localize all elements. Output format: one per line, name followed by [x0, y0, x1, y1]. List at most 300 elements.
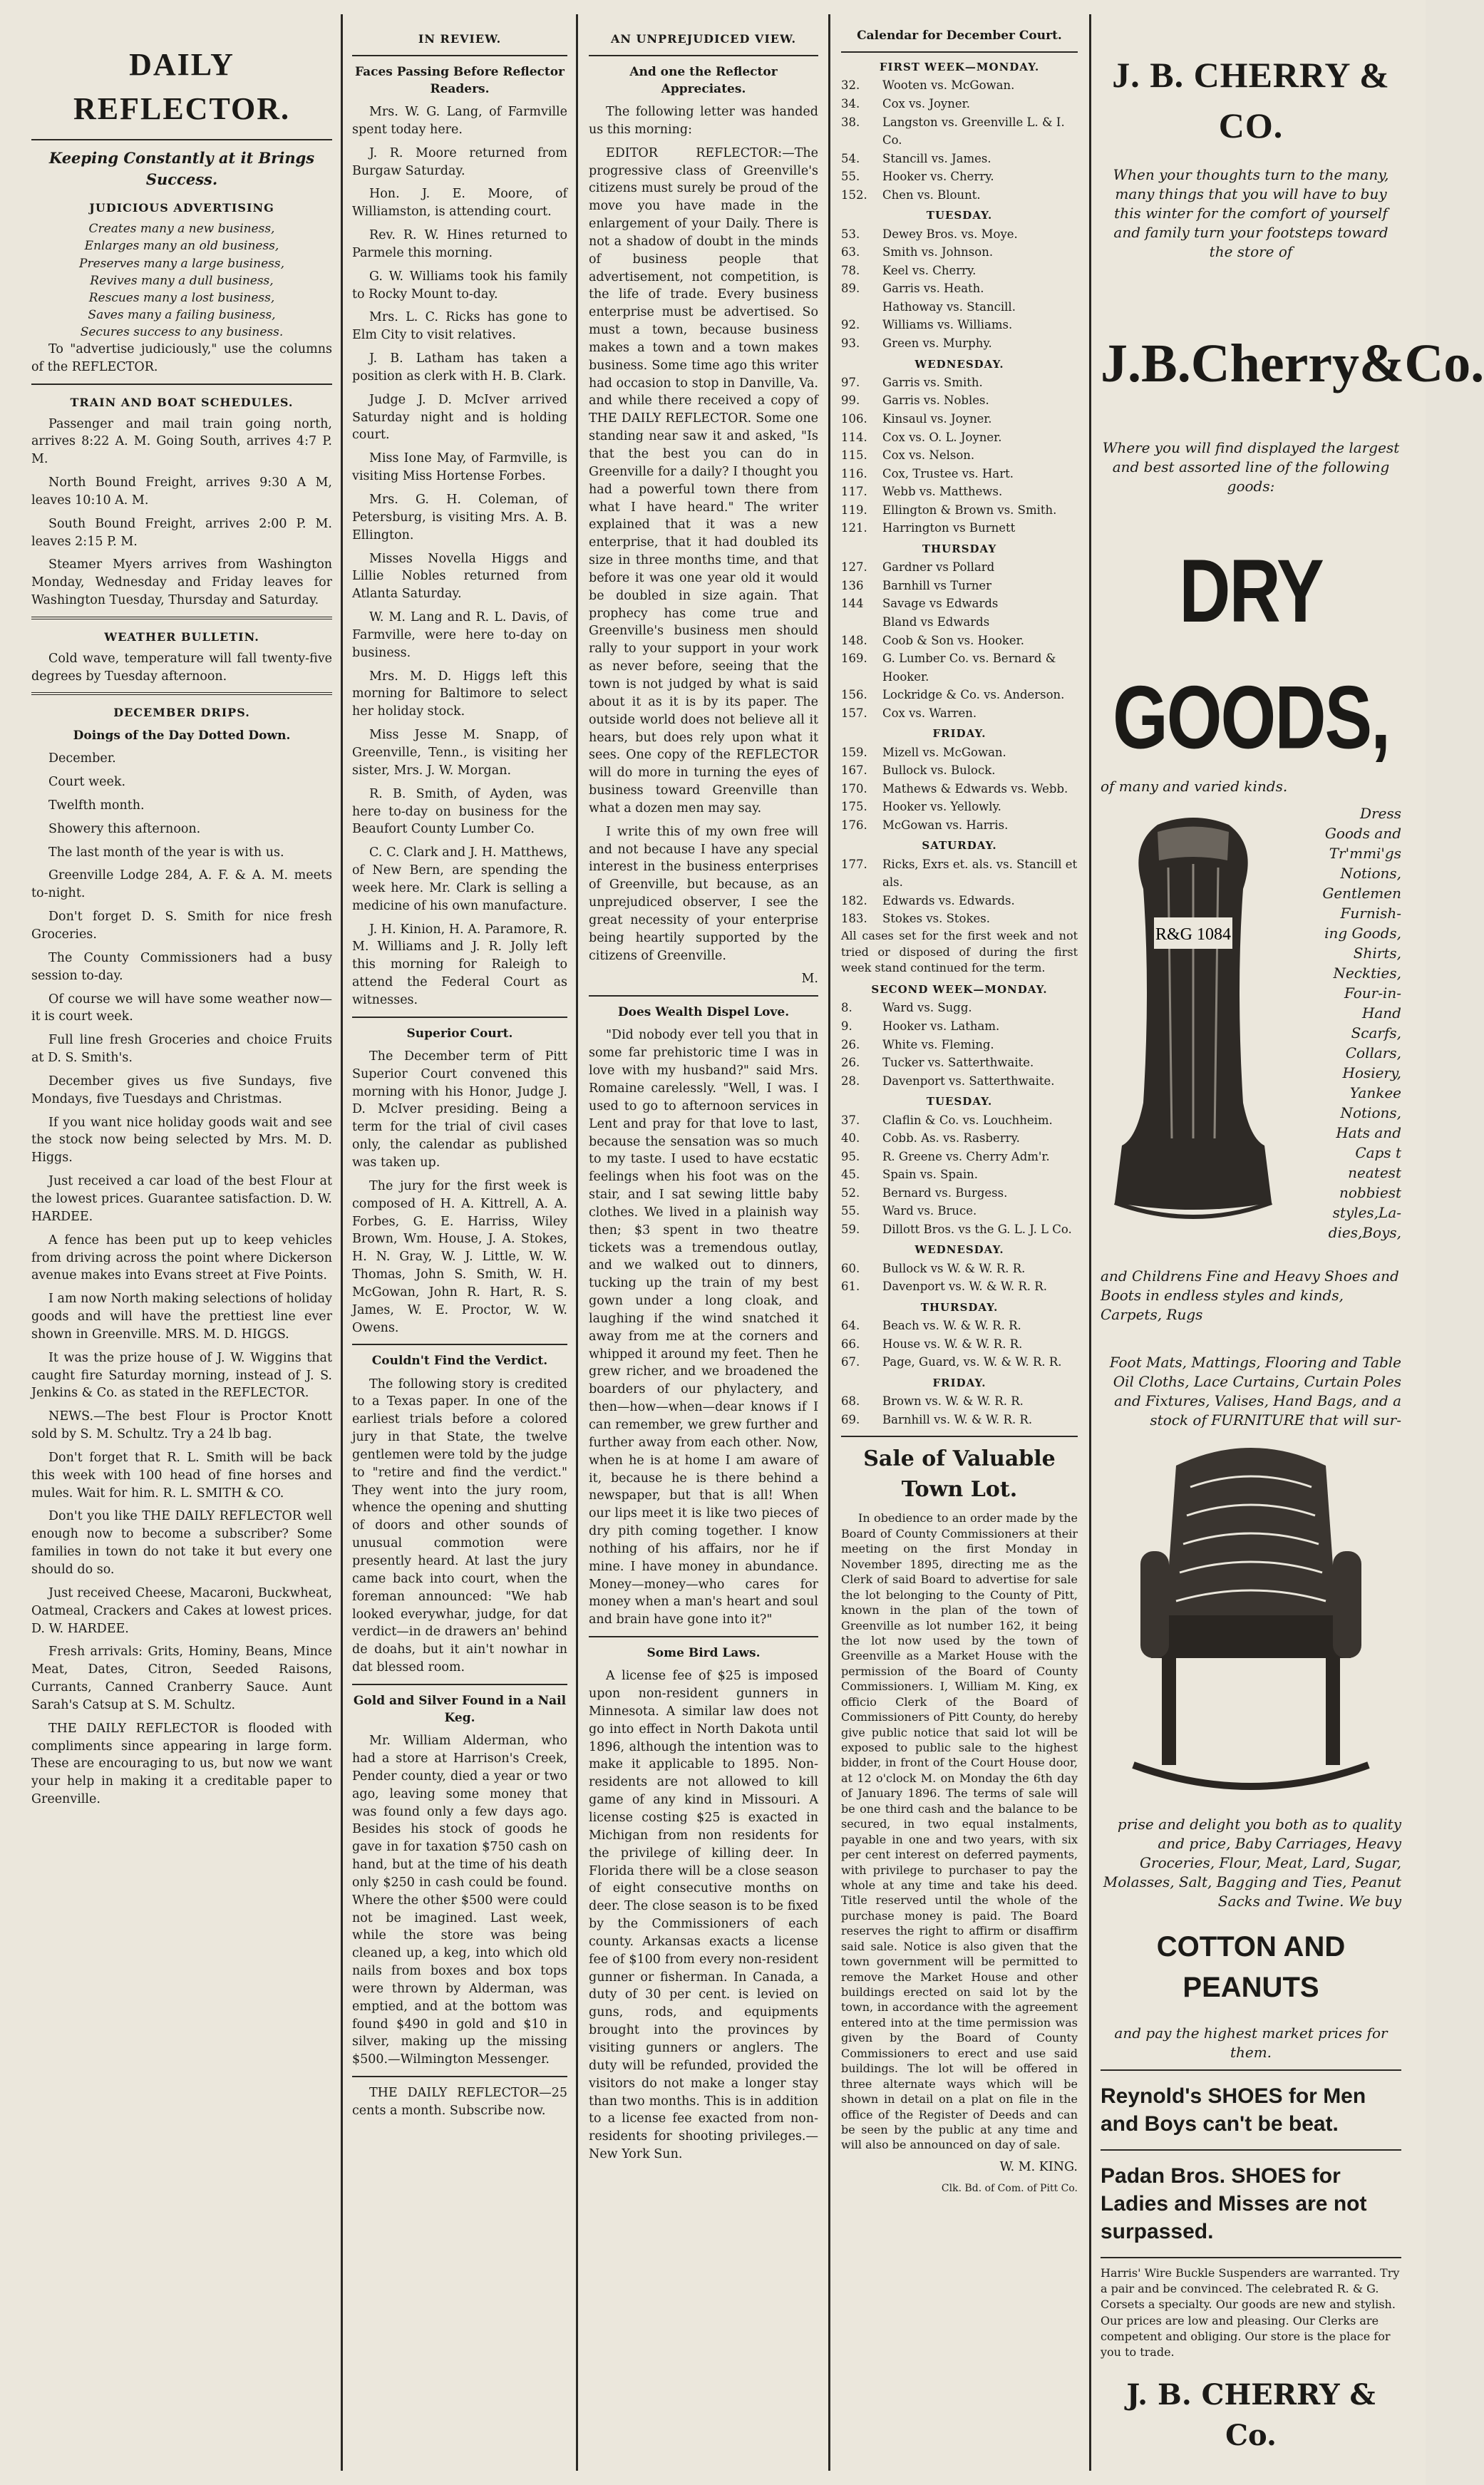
drip-item: A fence has been put up to keep vehicles from driving across the point where Dickerson avenue makes into Evans street at Five Points. — [31, 1233, 332, 1283]
case-number: 152. — [841, 187, 867, 202]
calendar-case-row — [841, 1317, 1078, 1335]
cherry-advertisement — [1091, 21, 1484, 2471]
review-item: Miss Ione May, of Farmville, is visiting Miss Hortense Forbes. — [352, 451, 567, 484]
calendar-day-heading: FIRST WEEK—MONDAY. — [879, 61, 1040, 74]
case-parties: Bullock vs. Bulock. — [882, 763, 996, 778]
goods-item: Shirts, — [1353, 944, 1401, 962]
case-parties: Cobb. As. vs. Rasberry. — [882, 1131, 1020, 1146]
case-number: 34. — [841, 96, 860, 110]
court-text — [352, 1048, 567, 1337]
judicious-line: Enlarges many an old business, — [84, 239, 279, 254]
review-item: W. M. Lang and R. L. Davis, of Farmville, were here to-day on business. — [352, 610, 567, 660]
paragraph: EDITOR REFLECTOR:—The progressive class of Greenville's citizens must surely be proud of the move you have made in the enlargement of your Daily. There is not a shadow of doubt in the minds of business people that advertisement, not competition, is the life of trade. Every business enterprise must be advertised. So must a town, because business makes a town and a town makes business. Some time ago this writer had occasion to stop in Danville, Va. and while there received a copy of THE DAILY REFLECTOR. Some one standing near saw it and asked, "Is that the best you can do in Greenville for a daily? I thought you had a powerful town there from what I have heard." The writer explained that it was a new enterprise, that it had doubled its size in three months time, and that before it was one year old it would be doubled in size again. That prophecy has come true and Greenville's business men should rally to your support in your work as never before, seeing that the town is not judged by what is said about it as it is by its paper. The outside world does not believe all it hears, but does rely upon what it sees. One copy of the REFLECTOR will do more in turning the eyes of business toward Greenville than what a dozen men may say. — [589, 145, 818, 816]
motto: Keeping Constantly at it Brings Success. — [48, 148, 315, 188]
case-parties: Edwards vs. Edwards. — [882, 893, 1015, 907]
drip-item: I am now North making selections of holiday goods and will have the prettiest line ever shown in Greenville. MRS. M. D. HIGGS. — [31, 1292, 332, 1342]
case-number — [841, 298, 882, 317]
section-heading: TRAIN AND BOAT SCHEDULES. — [70, 395, 294, 409]
case-number: 97. — [841, 375, 860, 389]
case-parties: G. Lumber Co. vs. Bernard & Hooker. — [882, 652, 1056, 684]
section-heading: Some Bird Laws. — [646, 1646, 761, 1661]
case-number: 95. — [841, 1149, 860, 1163]
calendar-case-row — [841, 262, 1078, 280]
case-parties: Garris vs. Heath. — [882, 282, 984, 296]
calendar-day-heading: TUESDAY. — [926, 209, 993, 222]
case-parties: Mathews & Edwards vs. Webb. — [882, 781, 1068, 796]
column-2 — [342, 21, 577, 2471]
case-parties: Stancill vs. James. — [882, 151, 991, 165]
case-number: 9. — [841, 1019, 852, 1033]
ad-find: Where you will find displayed the largest and best assorted line of the following goods: — [1102, 438, 1400, 495]
calendar-case-row — [841, 744, 1078, 762]
drip-item: Just received Cheese, Macaroni, Buckwheat, Oatmeal, Crackers and Cakes at lowest prices. D. W. HARDEE. — [31, 1585, 332, 1636]
case-number: 68. — [841, 1394, 860, 1409]
review-list — [352, 103, 567, 1009]
case-parties: Cox, Trustee vs. Hart. — [882, 466, 1014, 480]
schedule-item: North Bound Freight, arrives 9:30 A M, leaves 10:10 A. M. — [31, 475, 332, 508]
paragraph: The December term of Pitt Superior Court convened this morning with his Honor, Judge J. D. McIver presiding. Being a term for the trial of civil cases only, the calendar as published was taken up. — [352, 1049, 567, 1170]
calendar-case-row — [841, 595, 1078, 613]
calendar-case-row — [841, 704, 1078, 723]
case-parties: Green vs. Murphy. — [882, 336, 992, 351]
court-calendar-second-week — [841, 982, 1078, 1429]
drip-item: Full line fresh Groceries and choice Fruits at D. S. Smith's. — [31, 1033, 332, 1066]
case-parties: Barnhill vs. W. & W. R. R. — [882, 1412, 1033, 1426]
divider — [352, 1344, 567, 1345]
case-number: 156. — [841, 688, 867, 702]
drip-item: The last month of the year is with us. — [48, 845, 284, 860]
goods-item: Gentlemen — [1322, 884, 1401, 902]
case-number: 115. — [841, 448, 867, 463]
paragraph: The following letter was handed us this morning: — [589, 104, 818, 137]
paragraph: To "advertise judiciously," use the columns of the REFLECTOR. — [31, 342, 332, 374]
column-3 — [579, 21, 828, 2471]
judicious-line: Secures success to any business. — [80, 325, 284, 340]
goods-item: Neckties, — [1333, 964, 1401, 982]
review-item: J. H. Kinion, H. A. Paramore, R. M. Williams and J. R. Jolly left this morning for Raleigh to attend the Federal Court as witnesses. — [352, 922, 567, 1007]
letter-text — [589, 103, 818, 965]
drip-item: Greenville Lodge 284, A. F. & A. M. meets to-night. — [31, 868, 332, 901]
schedule-item: Steamer Myers arrives from Washington Monday, Wednesday and Friday leaves for Washington Tuesday, Thursday and Saturday. — [31, 557, 332, 608]
goods-item: Goods and — [1324, 824, 1401, 842]
calendar-day-heading: FRIDAY. — [932, 727, 986, 741]
case-number: 127. — [841, 560, 867, 575]
case-parties: Barnhill vs Turner — [882, 578, 992, 592]
divider — [352, 55, 567, 56]
case-parties: Bullock vs W. & W. R. R. — [882, 1261, 1026, 1275]
case-number: 144 — [841, 597, 864, 611]
calendar-case-row — [841, 1166, 1078, 1184]
calendar-case-row — [841, 1411, 1078, 1429]
case-parties: Garris vs. Nobles. — [882, 393, 989, 408]
section-subheading: Faces Passing Before Reflector Readers. — [354, 64, 565, 96]
case-number: 53. — [841, 227, 860, 241]
calendar-case-row — [841, 1260, 1078, 1278]
case-number: 28. — [841, 1074, 860, 1088]
schedule-list — [31, 416, 332, 609]
case-parties: Cox vs. Nelson. — [882, 448, 975, 463]
calendar-case-row — [841, 1335, 1078, 1354]
section-heading: Gold and Silver Found in a Nail Keg. — [353, 1693, 567, 1725]
case-number: 69. — [841, 1412, 860, 1426]
case-number: 157. — [841, 706, 867, 720]
goods-item: Hand — [1361, 1004, 1401, 1022]
wealth-text — [589, 1027, 818, 1629]
calendar-case-row — [841, 225, 1078, 244]
paragraph: I write this of my own free will and not because I have any special interest in the business enterprises of Greenville, but because, as an unprejudiced observer, I see the great necessity of your enterprise being heartily supported by the citizens of Greenville. — [589, 824, 818, 963]
calendar-day-heading: SATURDAY. — [922, 839, 997, 853]
case-number: 55. — [841, 170, 860, 184]
section-subheading: Doings of the Day Dotted Down. — [73, 729, 291, 744]
judicious-line: Rescues many a lost business, — [88, 290, 275, 305]
calendar-case-row — [841, 279, 1078, 298]
divider — [589, 55, 818, 56]
divider — [841, 51, 1078, 53]
goods-item: Yankee — [1349, 1084, 1401, 1101]
schedule-item: South Bound Freight, arrives 2:00 P. M. leaves 2:15 P. M. — [31, 516, 332, 549]
case-parties: Dillott Bros. vs the G. L. J. L Co. — [882, 1222, 1072, 1236]
calendar-case-row — [841, 465, 1078, 483]
wicker-chair-illustration — [1133, 1437, 1369, 1808]
goods-item: Hats and — [1336, 1123, 1401, 1141]
divider — [31, 139, 332, 140]
case-number: 167. — [841, 763, 867, 778]
calendar-case-row — [841, 334, 1078, 353]
case-parties: Lockridge & Co. vs. Anderson. — [882, 688, 1065, 702]
case-number: 54. — [841, 151, 860, 165]
ad-footer: J. B. CHERRY & Co. — [1126, 2377, 1376, 2452]
ad-mats: Foot Mats, Mattings, Flooring and Table Oil Cloths, Lace Curtains, Curtain Poles and Fixtures, Valises, Hand Bags, and a stock of FURNITURE that will sur- — [1109, 1353, 1401, 1429]
calendar-case-row — [841, 298, 1078, 317]
case-number: 60. — [841, 1261, 860, 1275]
goods-list — [1286, 803, 1401, 1260]
goods-item: Scarfs, — [1351, 1024, 1401, 1041]
case-parties: Kinsaul vs. Joyner. — [882, 412, 992, 426]
ad-kinds: of many and varied kinds. — [1101, 777, 1288, 795]
case-number: 52. — [841, 1185, 860, 1200]
chair-leg — [1162, 1658, 1176, 1765]
case-parties: Bernard vs. Burgess. — [882, 1185, 1008, 1200]
drip-item: Fresh arrivals: Grits, Hominy, Beans, Mince Meat, Dates, Citron, Seeded Raisons, Currants, Canned Cranberry Sauce. Aunt Sarah's Catsup at S. M. Schultz. — [31, 1645, 332, 1712]
goods-item: Collars, — [1345, 1044, 1401, 1061]
divider — [31, 384, 332, 385]
review-item: J. R. Moore returned from Burgaw Saturday. — [352, 145, 567, 178]
case-parties: Hooker vs. Latham. — [882, 1019, 1000, 1033]
calendar-case-row — [841, 391, 1078, 410]
goods-item: Tr'mmi'gs — [1329, 844, 1401, 862]
goods-item: Caps t — [1355, 1143, 1401, 1161]
chair-arm — [1333, 1551, 1361, 1658]
calendar-case-row — [841, 816, 1078, 835]
case-parties: Harrington vs Burnett — [882, 521, 1016, 535]
case-parties: Cox vs. Joyner. — [882, 96, 970, 110]
section-heading: WEATHER BULLETIN. — [104, 630, 259, 644]
review-item: Miss Jesse M. Snapp, of Greenville, Tenn., is visiting her sister, Mrs. J. W. Morgan. — [352, 728, 567, 778]
calendar-day-heading: TUESDAY. — [926, 1095, 993, 1108]
case-number: 66. — [841, 1337, 860, 1351]
signature-title: Clk. Bd. of Com. of Pitt Co. — [941, 2182, 1078, 2194]
case-parties: Chen vs. Blount. — [882, 187, 981, 202]
case-parties: Keel vs. Cherry. — [882, 263, 977, 277]
section-heading: IN REVIEW. — [418, 32, 502, 46]
section-heading: Couldn't Find the Verdict. — [371, 1354, 548, 1369]
case-number: 136 — [841, 578, 864, 592]
drip-item: The County Commissioners had a busy session to-day. — [31, 950, 332, 983]
calendar-case-row — [841, 243, 1078, 262]
calendar-case-row — [841, 519, 1078, 537]
calendar-case-row — [841, 186, 1078, 205]
calendar-case-row — [841, 1392, 1078, 1411]
case-parties: Savage vs Edwards — [882, 597, 999, 611]
ad-prise: prise and delight you both as to quality and price, Baby Carriages, Heavy Groceries, Flour, Meat, Lard, Sugar, Molasses, Salt, Bagging and Ties, Peanut Sacks and Twine. We buy — [1103, 1815, 1401, 1910]
column-rule — [828, 14, 830, 2471]
case-parties: Claflin & Co. vs. Louchheim. — [882, 1113, 1053, 1127]
drip-item: THE DAILY REFLECTOR is flooded with compliments since appearing in large form. These are encouraging to us, but now we want your help in making it a creditable paper to Greenville. — [31, 1721, 332, 1807]
calendar-case-row — [841, 1111, 1078, 1130]
sale-notice: In obedience to an order made by the Board of County Commissioners at their meeting on the first Monday in November 1895, directing me as the Clerk of said Board to advertise for sale the lot belonging to the County of Pitt, known in the plan of the town of Greenville as lot number 162, it being the lot now used by the town of Greenville as a Market House with the permission of the Board of County Commissioners. I, William M. King, ex officio Clerk of the Board of Commissioners of Pitt County, do hereby give public notice that said lot will be exposed to public sale to the highest bidder, in front of the Court House door, at 12 o'clock M. on Monday the 6th day of January 1896. The terms of sale will be one third cash and the balance to be secured, in two equal instalments, payable in one and two years, with six per cent interest on deferred payments, with privilege to purchaser to pay the whole at any time and take his deed. Title reserved until the whole of the purchase money is paid. The Board reserves the right to affirm or disaffirm said sale. Notice is also given that the town government will be permitted to remove the Market House and other buildings erected on said lot by the town, in accordance with the agreement entered into at the time permission was given by the Board of County Commissioners to erect and use said buildings. The lot will be offered in three alternate ways which will be shown in detail on a plat on file in the office of the Register of Deeds and can be seen by the public at any time and will also be announced on day of sale. — [841, 1511, 1078, 2152]
corset-mark: R&G 1084 — [1155, 925, 1232, 944]
drip-item: Don't you like THE DAILY REFLECTOR well enough now to become a subscriber? Some families in town do not take it but every one should do so. — [31, 1509, 332, 1577]
case-parties: Cox vs. Warren. — [882, 706, 977, 720]
case-parties: Gardner vs Pollard — [882, 560, 995, 575]
calendar-case-row — [841, 113, 1078, 150]
case-parties: Langston vs. Greenville L. & I. Co. — [882, 115, 1065, 148]
drip-item: Just received a car load of the best Flour at the lowest prices. Guarantee satisfaction. D. W. HARDEE. — [31, 1174, 332, 1224]
section-heading: Superior Court. — [406, 1026, 513, 1041]
chair-rocker — [1133, 1765, 1369, 1786]
calendar-case-row — [841, 999, 1078, 1017]
divider — [352, 2076, 567, 2077]
case-number: 176. — [841, 818, 867, 832]
case-parties: Beach vs. W. & W. R. R. — [882, 1319, 1021, 1333]
case-parties: Webb vs. Matthews. — [882, 485, 1003, 499]
case-parties: Bland vs Edwards — [882, 614, 990, 629]
judicious-line: Revives many a dull business, — [90, 273, 274, 288]
paragraph: A license fee of $25 is imposed upon non-resident gunners in Minnesota. A similar law does not go into effect in North Dakota until 1896, although the intention was to make it applicable to 1895. Non-residents are not allowed to kill game of any kind in Missouri. A license costing $25 is exacted in Michigan from non residents for the privilege of killing deer. In Florida there will be a close season of eight consecutive months on deer. The close season is to be fixed by the Commissioners of each county. Arkansas exacts a license fee of $100 from every non-resident gunner or fisherman. In Canada, a duty of 30 per cent. is levied on guns, rods, and equipments brought into the provinces by visiting gunners or anglers. The duty will be refunded, provided the visitors do not make a longer stay than two months. This is in addition to a license fee exacted from non-residents for shooting privileges.—New York Sun. — [589, 1669, 818, 2162]
signature: W. M. KING. — [999, 2159, 1078, 2174]
calendar-case-row — [841, 910, 1078, 928]
calendar-case-row — [841, 168, 1078, 186]
ad-reynold-shoes: Reynold's SHOES for Men and Boys can't be beat. — [1101, 2084, 1366, 2136]
review-item: Mrs. L. C. Ricks has gone to Elm City to visit relatives. — [352, 310, 567, 343]
case-number: 114. — [841, 430, 867, 444]
case-number: 93. — [841, 336, 860, 351]
ad-store-name: J.B.Cherry&Co. — [1101, 334, 1484, 393]
case-number: 89. — [841, 282, 860, 296]
review-item: Mrs. G. H. Coleman, of Petersburg, is visiting Mrs. A. B. Ellington. — [352, 493, 567, 542]
review-item: Mrs. W. G. Lang, of Farmville spent today here. — [352, 104, 567, 137]
review-item: R. B. Smith, of Ayden, was here to-day on business for the Beaufort County Lumber Co. — [352, 786, 567, 837]
calendar-day-heading: FRIDAY. — [932, 1376, 986, 1389]
review-item: G. W. Williams took his family to Rocky Mount to-day. — [352, 269, 567, 302]
divider — [31, 692, 332, 695]
goods-item: Notions, — [1340, 864, 1401, 882]
case-number: 177. — [841, 857, 867, 871]
goods-item: Furnish- — [1340, 904, 1401, 922]
ad-title: J. B. CHERRY & CO. — [1112, 55, 1390, 145]
case-parties: Spain vs. Spain. — [882, 1168, 978, 1182]
column-1 — [21, 21, 342, 2471]
case-parties: R. Greene vs. Cherry Adm'r. — [882, 1149, 1050, 1163]
calendar-case-row — [841, 798, 1078, 816]
subscribe-note: THE DAILY REFLECTOR—25 cents a month. Subscribe now. — [352, 2086, 567, 2118]
judicious-line: Preserves many a large business, — [79, 256, 284, 271]
ad-intro: When your thoughts turn to the many, many things that you will have to buy this winter for the comfort of yourself and family turn your footsteps toward the store of — [1113, 166, 1389, 260]
drip-item: It was the prize house of J. W. Wiggins that caught fire Saturday morning, instead of J. S. Jenkins & Co. as stated in the REFLECTOR. — [31, 1350, 332, 1401]
calendar-case-row — [841, 428, 1078, 447]
chair-arm — [1140, 1551, 1169, 1658]
drip-item: Don't forget D. S. Smith for nice fresh Groceries. — [31, 910, 332, 942]
divider — [1101, 2149, 1401, 2151]
signature: M. — [801, 972, 818, 987]
case-number: 170. — [841, 781, 867, 796]
case-number: 159. — [841, 745, 867, 759]
calendar-case-row — [841, 1184, 1078, 1203]
calendar-day-heading: WEDNESDAY. — [914, 1243, 1004, 1257]
case-number: 26. — [841, 1037, 860, 1051]
case-number: 64. — [841, 1319, 860, 1333]
calendar-case-row — [841, 1220, 1078, 1239]
case-number: 67. — [841, 1355, 860, 1369]
calendar-case-row — [841, 1277, 1078, 1296]
calendar-case-row — [841, 577, 1078, 595]
ad-padan-shoes: Padan Bros. SHOES for Ladies and Misses are not surpassed. — [1101, 2164, 1367, 2243]
paragraph: The following story is credited to a Texas paper. In one of the earliest trials before a colored jury in that State, the twelve gentlemen were told by the judge to "retire and find the verdict." They went into the jury room, whence the opening and shutting of doors and other sounds of unusual commotion were presently heard. At last the jury came back into court, when the foreman announced: "We hab looked everywhar, judge, for dat verdict—in de drawers an' behind de doahs, but it ain't nowhar in dat blessed room. — [352, 1377, 567, 1675]
case-parties: Ellington & Brown vs. Smith. — [882, 503, 1057, 517]
case-number: 61. — [841, 1280, 860, 1294]
calendar-note: All cases set for the first week and not tried or disposed of during the first week stand continued for the term. — [841, 928, 1078, 975]
goods-item: neatest — [1348, 1163, 1401, 1181]
ad-children: and Childrens Fine and Heavy Shoes and Boots in endless styles and kinds, Carpets, Rugs — [1101, 1267, 1399, 1323]
case-number: 175. — [841, 800, 867, 814]
corset-skirt — [1115, 1146, 1272, 1210]
case-parties: Brown vs. W. & W. R. R. — [882, 1394, 1024, 1409]
goods-item: Four-in- — [1344, 984, 1401, 1002]
case-number: 8. — [841, 1001, 852, 1015]
calendar-case-row — [841, 649, 1078, 686]
goods-item: dies,Boys, — [1328, 1223, 1401, 1241]
calendar-case-row — [841, 76, 1078, 95]
calendar-case-row — [841, 150, 1078, 168]
divider — [31, 617, 332, 619]
drip-item: December gives us five Sundays, five Mondays, five Tuesdays and Christmas. — [31, 1074, 332, 1106]
case-number: 63. — [841, 245, 860, 259]
drips-list — [31, 750, 332, 1809]
goods-item: Dress — [1360, 804, 1401, 822]
goods-item: Hosiery, — [1342, 1064, 1401, 1081]
calendar-case-row — [841, 892, 1078, 910]
case-parties: Ward vs. Sugg. — [882, 1001, 972, 1015]
calendar-case-row — [841, 1054, 1078, 1072]
goods-item: nobbiest — [1339, 1183, 1401, 1201]
divider — [1101, 2257, 1401, 2258]
case-parties: Hooker vs. Yellowly. — [882, 800, 1001, 814]
review-item: Mrs. M. D. Higgs left this morning for Baltimore to select her holiday stock. — [352, 669, 567, 719]
case-parties: Davenport vs. W. & W. R. R. — [882, 1280, 1047, 1294]
review-item: J. B. Latham has taken a position as clerk with H. B. Clark. — [352, 351, 567, 384]
section-heading: DECEMBER DRIPS. — [113, 706, 250, 720]
case-parties: Davenport vs. Satterthwaite. — [882, 1074, 1055, 1088]
case-number: 40. — [841, 1131, 860, 1146]
case-parties: Mizell vs. McGowan. — [882, 745, 1006, 759]
case-number: 99. — [841, 393, 860, 408]
divider — [352, 1017, 567, 1018]
case-number: 26. — [841, 1056, 860, 1070]
case-number: 148. — [841, 633, 867, 647]
calendar-case-row — [841, 558, 1078, 577]
case-number: 121. — [841, 521, 867, 535]
calendar-case-row — [841, 1129, 1078, 1148]
calendar-case-row — [841, 316, 1078, 334]
divider — [841, 1436, 1078, 1437]
chair-seat — [1151, 1615, 1351, 1658]
calendar-case-row — [841, 855, 1078, 892]
case-number — [841, 613, 882, 632]
calendar-day-heading: THURSDAY — [922, 542, 997, 555]
case-number: 116. — [841, 466, 867, 480]
case-parties: Coob & Son vs. Hooker. — [882, 633, 1024, 647]
calendar-case-row — [841, 410, 1078, 428]
calendar-case-row — [841, 1072, 1078, 1091]
chair-leg — [1326, 1658, 1340, 1765]
section-heading: JUDICIOUS ADVERTISING — [89, 200, 274, 215]
calendar-case-row — [841, 1148, 1078, 1166]
section-heading: AN UNPREJUDICED VIEW. — [610, 32, 797, 46]
goods-item: ing Goods, — [1324, 924, 1401, 942]
judicious-line: Creates many a new business, — [88, 222, 275, 237]
ad-dry-goods: DRY GOODS, — [1112, 541, 1390, 768]
section-heading: Calendar for December Court. — [857, 29, 1062, 43]
case-parties: Ricks, Exrs et. als. vs. Stancill et als. — [882, 857, 1078, 890]
divider — [1101, 2069, 1401, 2071]
corset-illustration — [1101, 803, 1286, 1260]
drip-item: Twelfth month. — [48, 798, 145, 813]
calendar-case-row — [841, 1036, 1078, 1054]
masthead: DAILY REFLECTOR. — [73, 47, 291, 127]
calendar-case-row — [841, 446, 1078, 465]
case-parties: Tucker vs. Satterthwaite. — [882, 1056, 1034, 1070]
paragraph: Cold wave, temperature will fall twenty-five degrees by Tuesday afternoon. — [31, 651, 332, 684]
calendar-case-row — [841, 95, 1078, 113]
case-parties: Page, Guard, vs. W. & W. R. R. — [882, 1355, 1062, 1369]
calendar-case-row — [841, 632, 1078, 650]
ad-cotton-peanuts: COTTON AND PEANUTS — [1156, 1930, 1346, 2003]
drip-item: Court week. — [48, 775, 126, 790]
drip-item: Of course we will have some weather now—it is court week. — [31, 992, 332, 1024]
case-number: 32. — [841, 78, 860, 93]
calendar-case-row — [841, 761, 1078, 780]
divider — [589, 995, 818, 997]
review-item: C. C. Clark and J. H. Matthews, of New Bern, are spending the week here. Mr. Clark is selling a medicine of his own manufacture. — [352, 845, 567, 913]
goods-item: styles,La- — [1332, 1203, 1401, 1221]
calendar-case-row — [841, 1353, 1078, 1372]
column-4 — [831, 21, 1088, 2471]
calendar-case-row — [841, 483, 1078, 501]
case-parties: Williams vs. Williams. — [882, 318, 1013, 332]
ad-pay: and pay the highest market prices for them. — [1114, 2024, 1388, 2061]
case-parties: Hooker vs. Cherry. — [882, 170, 994, 184]
calendar-case-row — [841, 613, 1078, 632]
calendar-day-heading: THURSDAY. — [920, 1300, 999, 1314]
calendar-day-heading: WEDNESDAY. — [914, 357, 1004, 371]
case-parties: House vs. W. & W. R. R. — [882, 1337, 1023, 1351]
calendar-case-row — [841, 686, 1078, 704]
case-parties: White vs. Fleming. — [882, 1037, 994, 1051]
calendar-case-row — [841, 501, 1078, 520]
court-calendar — [841, 60, 1078, 928]
calendar-day-heading: SECOND WEEK—MONDAY. — [871, 983, 1048, 997]
ad-small-print: Harris' Wire Buckle Suspenders are warranted. Try a pair and be convinced. The celebrated R. & G. Corsets a specialty. Our goods are new and stylish. Our prices are low and pleasing. Our Clerks are competent and obliging. Our store is the place for you to trade. — [1101, 2265, 1400, 2360]
